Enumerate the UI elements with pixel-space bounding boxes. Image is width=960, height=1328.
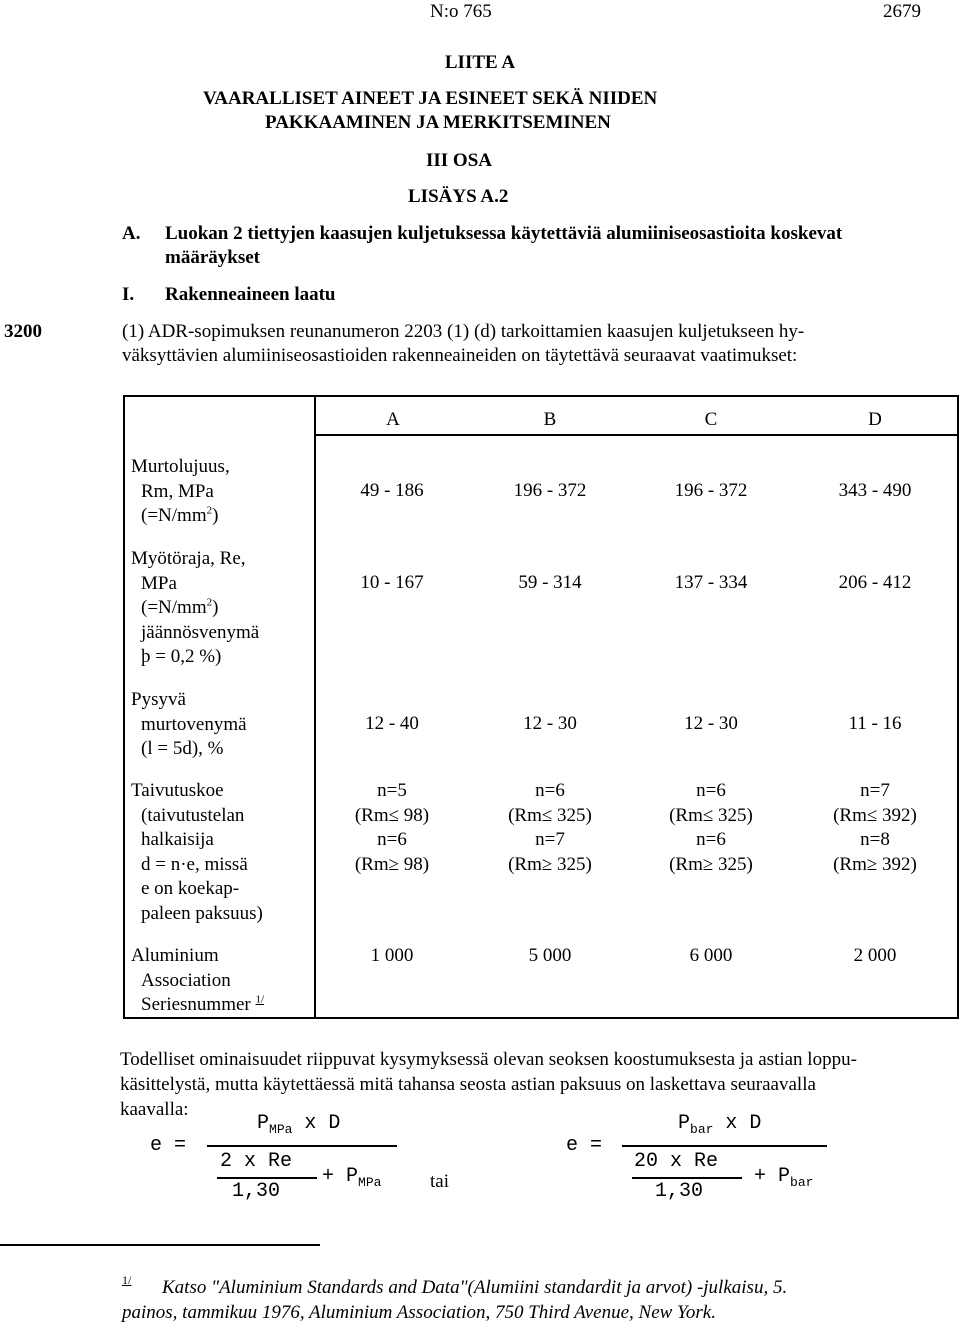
cell-bend-a (322, 779, 462, 877)
formula1-plus-term: + $P_{MPa}$ (322, 1165, 382, 1190)
cell-line: n=6 (696, 780, 726, 801)
row-label-line: þ = 0,2 %) (141, 646, 222, 668)
row-label-line: Seriesnummer $^{1/}$ (141, 993, 265, 1016)
cell-line: n=6 (535, 780, 565, 801)
formula2-inner-denominator: 1,30 (655, 1180, 704, 1203)
formula1-inner-numerator: 2 x Re (220, 1150, 293, 1173)
formula2-lhs: e = (566, 1134, 603, 1157)
footnote-line2: painos, tammikuu 1976, Aluminium Association, 750 Third Avenue, New York. (122, 1302, 716, 1323)
cell-line: (Rm≤ 392) (833, 804, 917, 826)
table-header-rule (314, 434, 959, 436)
row-label-line: murtovenymä (141, 713, 247, 735)
row-label-tensile (131, 455, 230, 529)
cell-series-d: 2 000 (853, 945, 897, 966)
row-label-line: (taivutustelan (141, 804, 245, 826)
header-page-number: 2679 (883, 1, 921, 22)
row-label-line: Aluminium (131, 945, 219, 966)
cell-line: (Rm≤ 325) (669, 804, 753, 826)
cell-bend-d (805, 779, 945, 877)
cell-tensile-c: 196 - 372 (674, 480, 748, 501)
row-label-line: Taivutuskoe (131, 780, 224, 801)
row-label-line: $(=N/mm^2)$ (141, 504, 219, 527)
cell-line: (Rm≥ 325) (508, 853, 592, 875)
cell-line: n=7 (535, 829, 565, 851)
row-label-line: $(=N/mm^2)$ (141, 596, 219, 619)
formula2-inner-numerator: 20 x Re (634, 1150, 719, 1173)
cell-line: (Rm≥ 392) (833, 853, 917, 875)
section-i-marker: I. (122, 284, 135, 305)
cell-line: n=8 (860, 829, 890, 851)
footnote-reference: 1/ (255, 993, 265, 1006)
col-header-a: A (386, 409, 400, 430)
cell-tensile-a: 49 - 186 (360, 480, 424, 501)
row-label-line: Association (141, 969, 231, 991)
cell-line: (Rm≥ 98) (354, 853, 430, 875)
row-label-line: d = n·e, missä (141, 853, 248, 875)
cell-line: (Rm≤ 98) (354, 804, 430, 826)
after-line3: kaavalla: (120, 1099, 189, 1120)
cell-elongation-a: 12 - 40 (365, 713, 419, 734)
after-line1: Todelliset ominaisuudet riippuvat kysymyksessä olevan seoksen koostumuksesta ja astian loppu- (120, 1049, 857, 1070)
cell-elongation-b: 12 - 30 (523, 713, 577, 734)
row-label-line: e on koekap- (141, 878, 240, 900)
formula-or-word: tai (430, 1171, 449, 1192)
cell-yield-c: 137 - 334 (674, 572, 748, 593)
cell-series-b: 5 000 (528, 945, 572, 966)
after-line2: käsittelystä, mutta käytettäessä mitä tahansa seosta astian paksuus on laskettava seuraavalla (120, 1074, 816, 1095)
row-label-elongation (131, 688, 247, 762)
section-a-line1: Luokan 2 tiettyjen kaasujen kuljetuksessa käytettäviä alumiiniseosastioita koskevat (165, 223, 843, 244)
formula2-plus-term: + $P_{bar}$ (754, 1165, 814, 1190)
row-label-line: halkaisija (141, 829, 214, 851)
footnote-rule (0, 1244, 320, 1246)
section-i-title: Rakenneaineen laatu (165, 284, 336, 305)
row-label-line: (l = 5d), % (141, 738, 224, 760)
cell-tensile-b: 196 - 372 (513, 480, 587, 501)
section-a-line2: määräykset (165, 247, 260, 268)
row-label-line: paleen paksuus) (141, 902, 263, 924)
footnote-line1: Katso "Aluminium Standards and Data"(Alumiini standardit ja arvot) -julkaisu, 5. (162, 1277, 788, 1298)
row-label-line: jäännösvenymä (141, 621, 260, 643)
formula1-lhs: e = (150, 1134, 187, 1157)
formula1-inner-denominator: 1,30 (232, 1180, 281, 1203)
cell-line: n=6 (696, 829, 726, 851)
footnote-marker: 1/ (122, 1273, 132, 1287)
formula2-inner-fraction-bar (632, 1177, 742, 1179)
cell-series-a: 1 000 (370, 945, 414, 966)
main-title-line1: VAARALLISET AINEET JA ESINEET SEKÄ NIIDEN (203, 88, 658, 109)
col-header-d: D (868, 409, 882, 430)
row-label-bend-test (131, 779, 263, 927)
formula2-main-fraction-bar (622, 1145, 827, 1147)
row-label-line: Murtolujuus, (131, 456, 230, 477)
cell-line: n=6 (377, 829, 407, 851)
appendix-title: LIITE A (444, 52, 516, 73)
cell-line: n=7 (860, 780, 890, 801)
row-label-line: MPa (141, 572, 177, 594)
cell-line: (Rm≤ 325) (508, 804, 592, 826)
marginal-number: 3200 (4, 321, 42, 342)
row-label-line: Rm, MPa (141, 480, 214, 502)
cell-elongation-c: 12 - 30 (684, 713, 738, 734)
row-label-line: Pysyvä (131, 689, 186, 710)
row-label-yield (131, 547, 259, 670)
cell-series-c: 6 000 (689, 945, 733, 966)
formula1-inner-fraction-bar (217, 1177, 317, 1179)
header-doc-number: N:o 765 (430, 1, 492, 22)
intro-line2: väksyttävien alumiiniseosastioiden rakenneaineiden on täytettävä seuraavat vaatimukset: (122, 345, 798, 366)
cell-yield-b: 59 - 314 (518, 572, 582, 593)
row-label-series (131, 944, 264, 1018)
cell-tensile-d: 343 - 490 (838, 480, 912, 501)
col-header-c: C (704, 409, 718, 430)
formula1-main-fraction-bar (207, 1145, 397, 1147)
row-label-line: Myötöraja, Re, (131, 548, 246, 569)
cell-bend-c (641, 779, 781, 877)
table-label-divider (314, 395, 316, 1019)
formula1-numerator: $P_{MPa}$ x D (257, 1112, 341, 1137)
cell-yield-a: 10 - 167 (360, 572, 424, 593)
intro-line1: (1) ADR-sopimuksen reunanumeron 2203 (1) (d) tarkoittamien kaasujen kuljetukseen hy- (122, 321, 805, 342)
col-header-b: B (543, 409, 557, 430)
cell-line: n=5 (377, 780, 407, 801)
cell-elongation-d: 11 - 16 (848, 713, 902, 734)
main-title-line2: PAKKAAMINEN JA MERKITSEMINEN (265, 112, 611, 133)
cell-yield-d: 206 - 412 (838, 572, 912, 593)
supplement-title: LISÄYS A.2 (408, 186, 509, 207)
section-a-marker: A. (122, 223, 141, 244)
part-title: III OSA (426, 150, 492, 171)
formula2-numerator: $P_{bar}$ x D (678, 1112, 762, 1137)
cell-bend-b (480, 779, 620, 877)
cell-line: (Rm≥ 325) (669, 853, 753, 875)
